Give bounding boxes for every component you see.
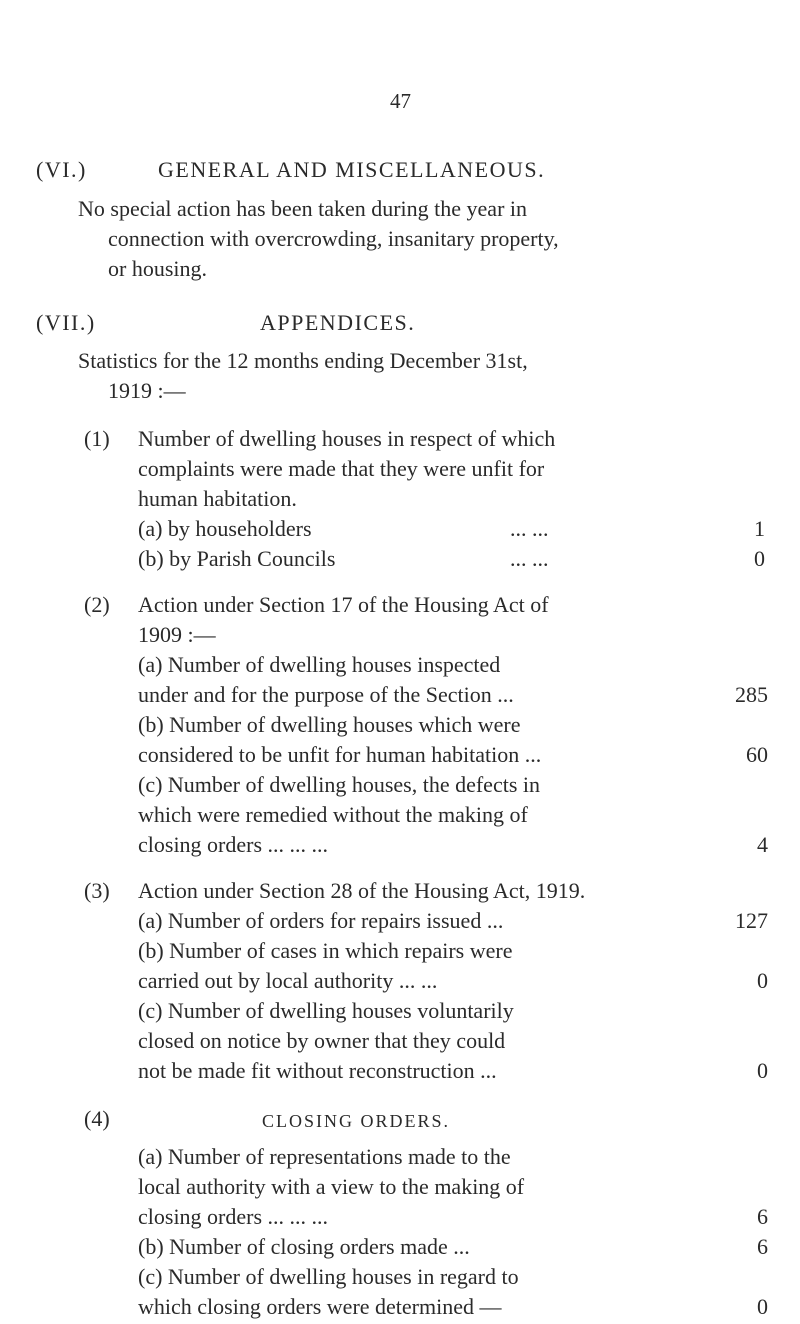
item-4-title: CLOSING ORDERS. bbox=[262, 1111, 451, 1131]
item-2-sub-value: 60 bbox=[746, 742, 768, 767]
item-3-sub-value: 0 bbox=[757, 968, 768, 993]
section-7-intro: Statistics for the 12 months ending December 31st, bbox=[78, 348, 528, 373]
item-2-line: 1909 :— bbox=[138, 622, 216, 647]
section-6-line: No special action has been taken during the year in bbox=[78, 196, 528, 221]
item-2-sub-value: 4 bbox=[757, 832, 768, 857]
item-1-sub-dots: ... ... bbox=[510, 516, 549, 541]
item-4-sub-value: 0 bbox=[757, 1294, 768, 1319]
page-number: 47 bbox=[390, 89, 411, 113]
section-6-title: GENERAL AND MISCELLANEOUS. bbox=[158, 157, 546, 182]
item-3-number: (3) bbox=[84, 878, 110, 903]
item-3-sub-value: 0 bbox=[757, 1058, 768, 1083]
item-1-line: complaints were made that they were unfit for bbox=[138, 456, 545, 481]
section-6-number: (VI.) bbox=[36, 157, 87, 182]
item-3-sub-line: (a) Number of orders for repairs issued ... bbox=[138, 908, 504, 933]
item-2-sub-line: under and for the purpose of the Section ... bbox=[138, 682, 514, 707]
item-3-line: Action under Section 28 of the Housing Act, 1919. bbox=[138, 878, 586, 903]
item-2-sub-line: considered to be unfit for human habitation ... bbox=[138, 742, 542, 767]
item-4-sub-line: which closing orders were determined — bbox=[138, 1294, 502, 1319]
item-2-sub-line: (b) Number of dwelling houses which were bbox=[138, 712, 521, 737]
item-4-number: (4) bbox=[84, 1106, 110, 1131]
item-2-number: (2) bbox=[84, 592, 110, 617]
section-7-number: (VII.) bbox=[36, 310, 96, 335]
item-3-sub-line: not be made fit without reconstruction ... bbox=[138, 1058, 497, 1083]
item-4-sub-line: (b) Number of closing orders made ... bbox=[138, 1234, 470, 1259]
item-2-sub-line: (c) Number of dwelling houses, the defects in bbox=[138, 772, 540, 797]
item-1-line: Number of dwelling houses in respect of which bbox=[138, 426, 556, 451]
item-4-sub-line: (a) Number of representations made to the bbox=[138, 1144, 511, 1169]
section-6-line: connection with overcrowding, insanitary property, bbox=[108, 226, 559, 251]
item-4-sub-value: 6 bbox=[757, 1234, 768, 1259]
item-2-line: Action under Section 17 of the Housing Act of bbox=[138, 592, 549, 617]
item-1-sub-value: 0 bbox=[754, 546, 765, 571]
section-7-title: APPENDICES. bbox=[260, 310, 416, 335]
item-2-sub-line: closing orders ... ... ... bbox=[138, 832, 329, 857]
item-4-sub-line: (c) Number of dwelling houses in regard to bbox=[138, 1264, 519, 1289]
item-4-sub-value: 6 bbox=[757, 1204, 768, 1229]
item-3-sub-line: carried out by local authority ... ... bbox=[138, 968, 438, 993]
item-1-sub-value: 1 bbox=[754, 516, 765, 541]
item-4-sub-line: closing orders ... ... ... bbox=[138, 1204, 329, 1229]
item-1-line: human habitation. bbox=[138, 486, 297, 511]
item-1-sub-label: (a) by householders bbox=[138, 516, 312, 541]
item-3-sub-line: (c) Number of dwelling houses voluntarily bbox=[138, 998, 514, 1023]
section-7-intro: 1919 :— bbox=[108, 378, 186, 403]
item-2-sub-line: which were remedied without the making of bbox=[138, 802, 528, 827]
item-1-sub-dots: ... ... bbox=[510, 546, 549, 571]
item-2-sub-line: (a) Number of dwelling houses inspected bbox=[138, 652, 501, 677]
item-1-number: (1) bbox=[84, 426, 110, 451]
item-3-sub-value: 127 bbox=[735, 908, 768, 933]
item-3-sub-line: closed on notice by owner that they could bbox=[138, 1028, 506, 1053]
item-2-sub-value: 285 bbox=[735, 682, 768, 707]
item-3-sub-line: (b) Number of cases in which repairs were bbox=[138, 938, 513, 963]
item-1-sub-label: (b) by Parish Councils bbox=[138, 546, 336, 571]
item-4-sub-line: local authority with a view to the making of bbox=[138, 1174, 525, 1199]
section-6-line: or housing. bbox=[108, 256, 207, 281]
